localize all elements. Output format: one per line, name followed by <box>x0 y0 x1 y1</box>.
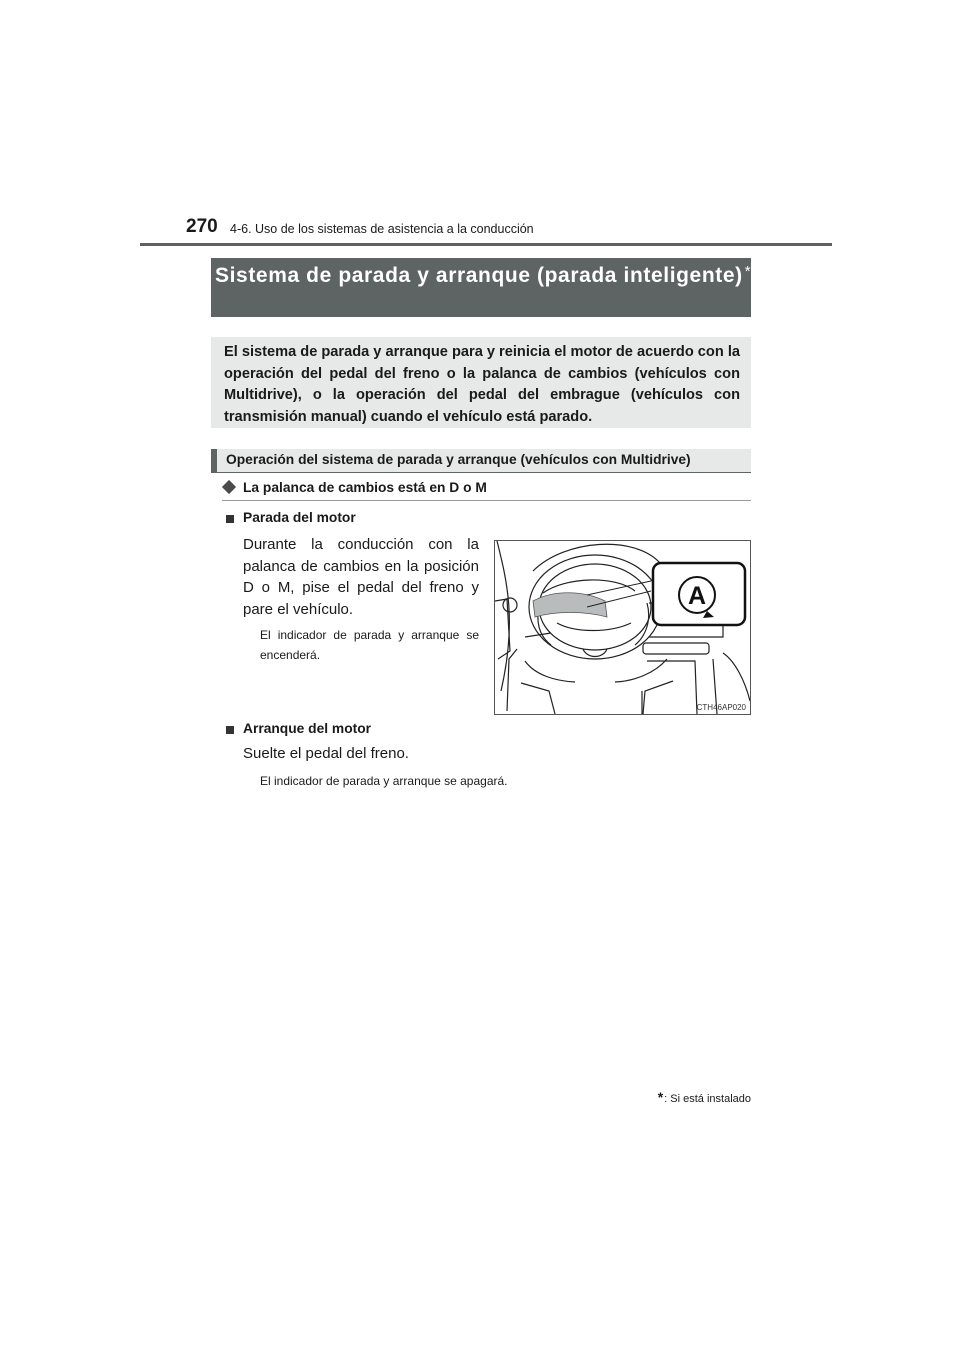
intro-text: El sistema de parada y arranque para y reinicia el motor de acuerdo con la operación del pedal del freno o la palanca de cambios (vehículos con Multidrive), o la operación del pedal del embrague (vehículos con transmisión manual) cuando el vehículo está parado. <box>224 344 740 425</box>
section-marker <box>211 449 217 472</box>
square-bullet-icon <box>226 726 234 734</box>
dashboard-drawing <box>495 541 750 714</box>
footnote-mark: * <box>657 1089 664 1105</box>
dashboard-illustration <box>494 540 751 715</box>
figure-code: CTH46AP020 <box>696 703 746 712</box>
section-heading: Operación del sistema de parada y arranque (vehículos con Multidrive) <box>226 452 691 467</box>
item-note-engine-start: El indicador de parada y arranque se apagará. <box>260 774 508 788</box>
item-text-engine-start: Suelte el pedal del freno. <box>243 745 409 762</box>
title-footnote-mark: * <box>744 262 751 280</box>
square-bullet-icon <box>226 515 234 523</box>
item-heading-engine-stop: Parada del motor <box>243 510 356 525</box>
item-text-engine-stop: Durante la conducción con la palanca de cambios en la posición D o M, pise el pedal del freno y pare el vehículo. <box>243 536 479 618</box>
diamond-icon <box>222 480 236 494</box>
header-rule <box>140 243 832 246</box>
item-note-engine-stop: El indicador de parada y arranque se encenderá. <box>260 628 479 662</box>
subheading <box>222 478 751 501</box>
intro-box <box>211 337 751 428</box>
page-title: Sistema de parada y arranque (parada inteligente) <box>215 264 743 287</box>
running-head: 4-6. Uso de los sistemas de asistencia a la conducción <box>230 222 534 236</box>
footnote-text: : Si está instalado <box>664 1093 751 1105</box>
title-box <box>211 258 751 317</box>
subheading-text: La palanca de cambios está en D o M <box>243 480 487 495</box>
callout-label: A <box>687 582 707 610</box>
section-heading-bar <box>211 449 751 473</box>
footnote <box>658 1089 751 1105</box>
page-number: 270 <box>186 216 218 237</box>
item-heading-engine-start: Arranque del motor <box>243 721 372 736</box>
